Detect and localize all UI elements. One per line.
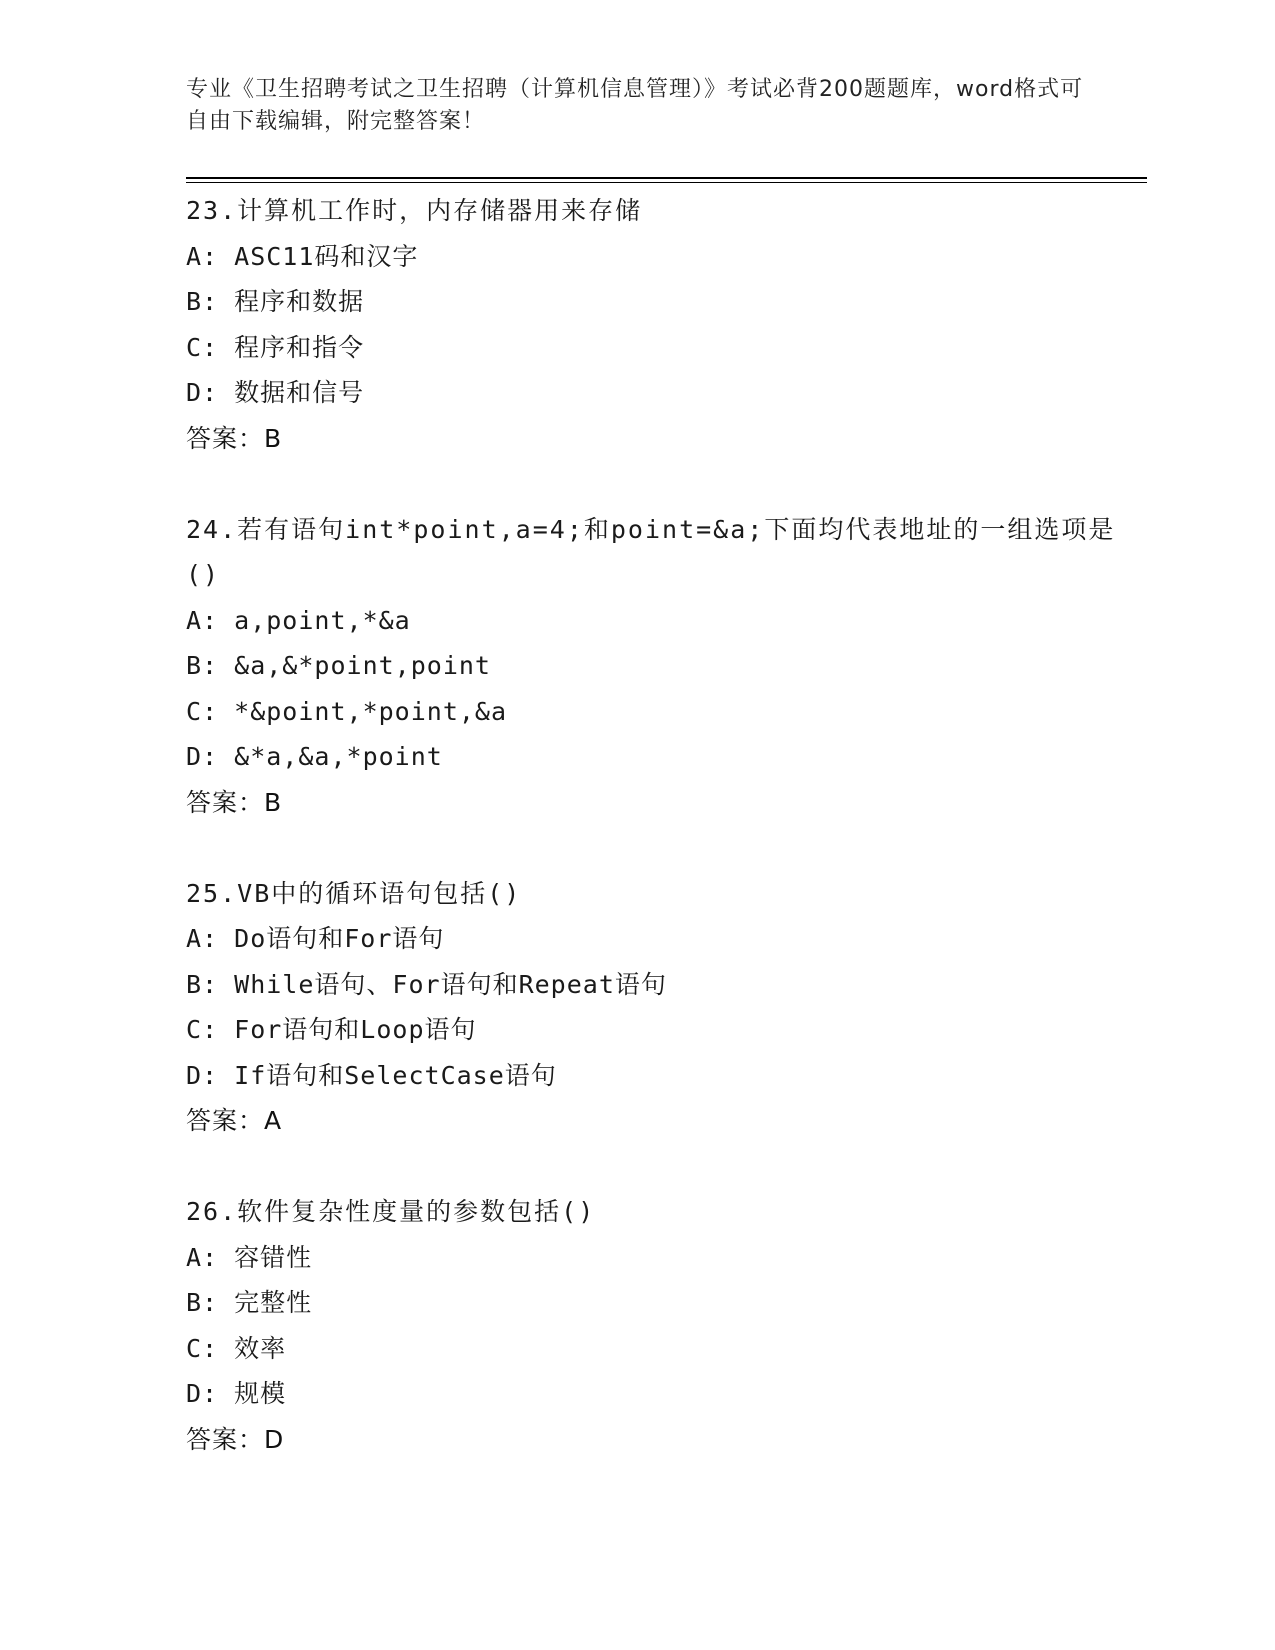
option-a: A: a,point,*&a	[186, 605, 411, 635]
option-c: C: For语句和Loop语句	[186, 1015, 477, 1044]
option-d: D: 规模	[186, 1379, 287, 1408]
answer-line: 答案：D	[186, 1424, 285, 1454]
option-a: A: 容错性	[186, 1242, 313, 1272]
question-stem: 24.若有语句int*point,a=4;和point=&a;下面均代表地址的一组选项是()	[186, 514, 1116, 589]
question-gap	[186, 461, 1146, 507]
option-d: D: 数据和信号	[186, 378, 365, 407]
question-24	[186, 507, 1146, 826]
question-list	[186, 188, 1146, 1462]
option-a: A: ASC11码和汉字	[186, 241, 419, 271]
answer-line: 答案：B	[186, 423, 283, 453]
option-c: C: 效率	[186, 1333, 287, 1363]
option-d: D: &*a,&a,*point	[186, 742, 443, 771]
option-c: C: 程序和指令	[186, 332, 365, 362]
document-header: 专业《卫生招聘考试之卫生招聘（计算机信息管理）》考试必背200题题库，word格式可自由下载编辑，附完整答案！	[186, 77, 1084, 134]
answer-line: 答案：A	[186, 1106, 283, 1135]
question-26	[186, 1189, 1146, 1462]
question-gap	[186, 825, 1146, 871]
option-b: B: While语句、For语句和Repeat语句	[186, 969, 667, 999]
question-stem: 25.VB中的循环语句包括()	[186, 878, 522, 908]
question-23	[186, 188, 1146, 461]
header-rule-thick	[186, 177, 1147, 179]
option-a: A: Do语句和For语句	[186, 924, 445, 953]
question-gap	[186, 1144, 1146, 1190]
question-stem: 23.计算机工作时，内存储器用来存储	[186, 196, 643, 225]
option-b: B: 完整性	[186, 1288, 313, 1317]
header-rule-thin	[186, 182, 1147, 183]
question-stem: 26.软件复杂性度量的参数包括()	[186, 1197, 596, 1226]
option-b: B: 程序和数据	[186, 287, 365, 316]
answer-line: 答案：B	[186, 787, 283, 817]
question-25	[186, 871, 1146, 1144]
option-d: D: If语句和SelectCase语句	[186, 1060, 557, 1090]
option-c: C: *&point,*point,&a	[186, 696, 508, 726]
option-b: B: &a,&*point,point	[186, 651, 491, 680]
